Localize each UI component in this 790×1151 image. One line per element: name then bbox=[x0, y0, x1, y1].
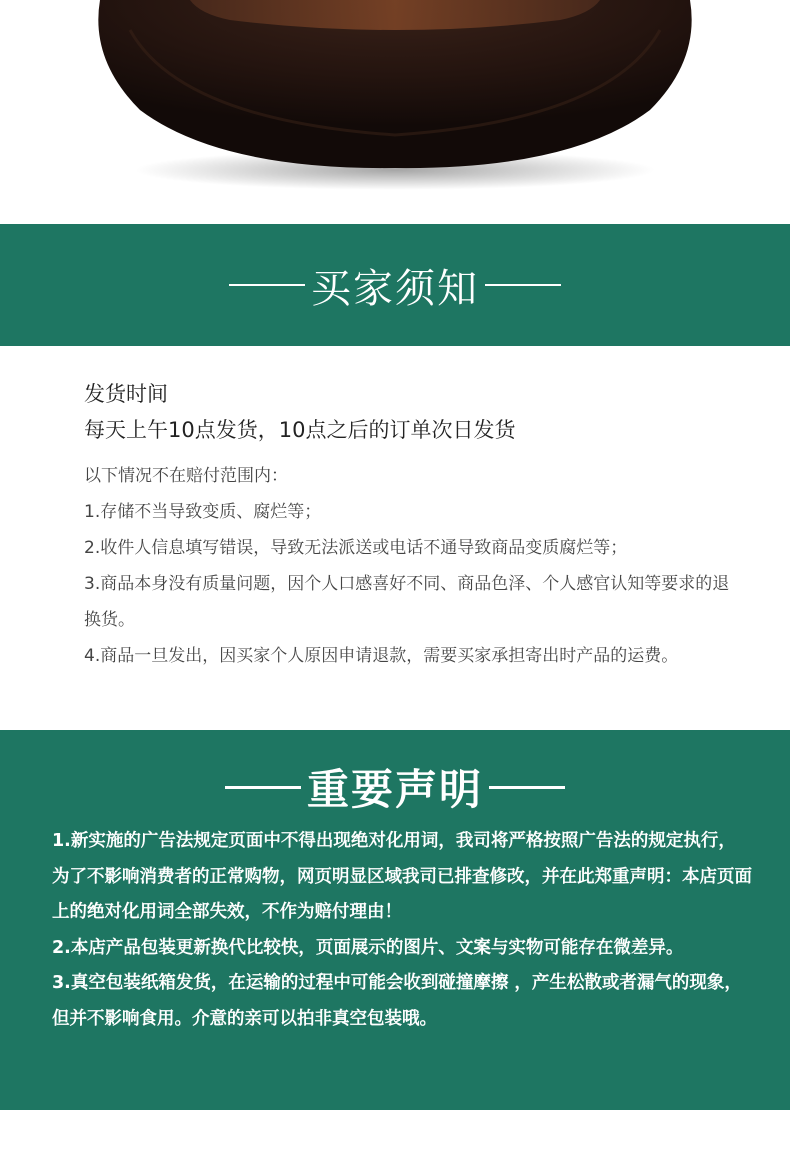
statement-point: 2.本店产品包装更新换代比较快，页面展示的图片、文案与实物可能存在微差异。 bbox=[52, 937, 684, 958]
important-statement-head bbox=[0, 742, 790, 832]
exclusion-rules bbox=[84, 458, 744, 674]
important-statement-section bbox=[0, 730, 790, 1110]
exclusions-intro: 以下情况不在赔付范围内： bbox=[84, 466, 288, 486]
important-statement-title: 重要声明 bbox=[306, 765, 483, 814]
buyer-notice-title-wrap bbox=[229, 257, 561, 314]
buyer-notice-banner bbox=[0, 224, 790, 346]
title-dash-right bbox=[489, 786, 565, 789]
title-dash-left bbox=[225, 786, 301, 789]
statement-points bbox=[52, 824, 752, 1037]
exclusion-item: 4.商品一旦发出，因买家个人原因申请退款，需要买家承担寄出时产品的运费。 bbox=[84, 646, 679, 666]
statement-point: 3.真空包装纸箱发货，在运输的过程中可能会收到碰撞摩擦 ，产生松散或者漏气的现象，但并不影响食用。介意的亲可以拍非真空包装哦。 bbox=[52, 973, 742, 1029]
title-dash-left bbox=[229, 284, 305, 286]
buyer-notice-section bbox=[0, 346, 790, 730]
product-photo bbox=[0, 0, 790, 224]
buyer-notice-title: 买家须知 bbox=[311, 265, 479, 312]
title-dash-right bbox=[485, 284, 561, 286]
shipping-time-detail: 每天上午10点发货，10点之后的订单次日发货 bbox=[84, 418, 516, 442]
clay-pot-image bbox=[0, 0, 790, 224]
exclusion-item: 1.存储不当导致变质、腐烂等； bbox=[84, 502, 322, 522]
shipping-time-label: 发货时间 bbox=[84, 382, 168, 406]
bottom-spacer bbox=[0, 1110, 790, 1151]
statement-point: 1.新实施的广告法规定页面中不得出现绝对化用词，我司将严格按照广告法的规定执行，为了不影响消费者的正常购物，网页明显区域我司已排查修改，并在此郑重声明：本店页面上的绝对化用词全部失效，不作为赔付理由！ bbox=[52, 831, 752, 922]
exclusion-item: 3.商品本身没有质量问题，因个人口感喜好不同、商品色泽、个人感官认知等要求的退换货。 bbox=[84, 574, 730, 630]
exclusion-item: 2.收件人信息填写错误，导致无法派送或电话不通导致商品变质腐烂等； bbox=[84, 538, 628, 558]
